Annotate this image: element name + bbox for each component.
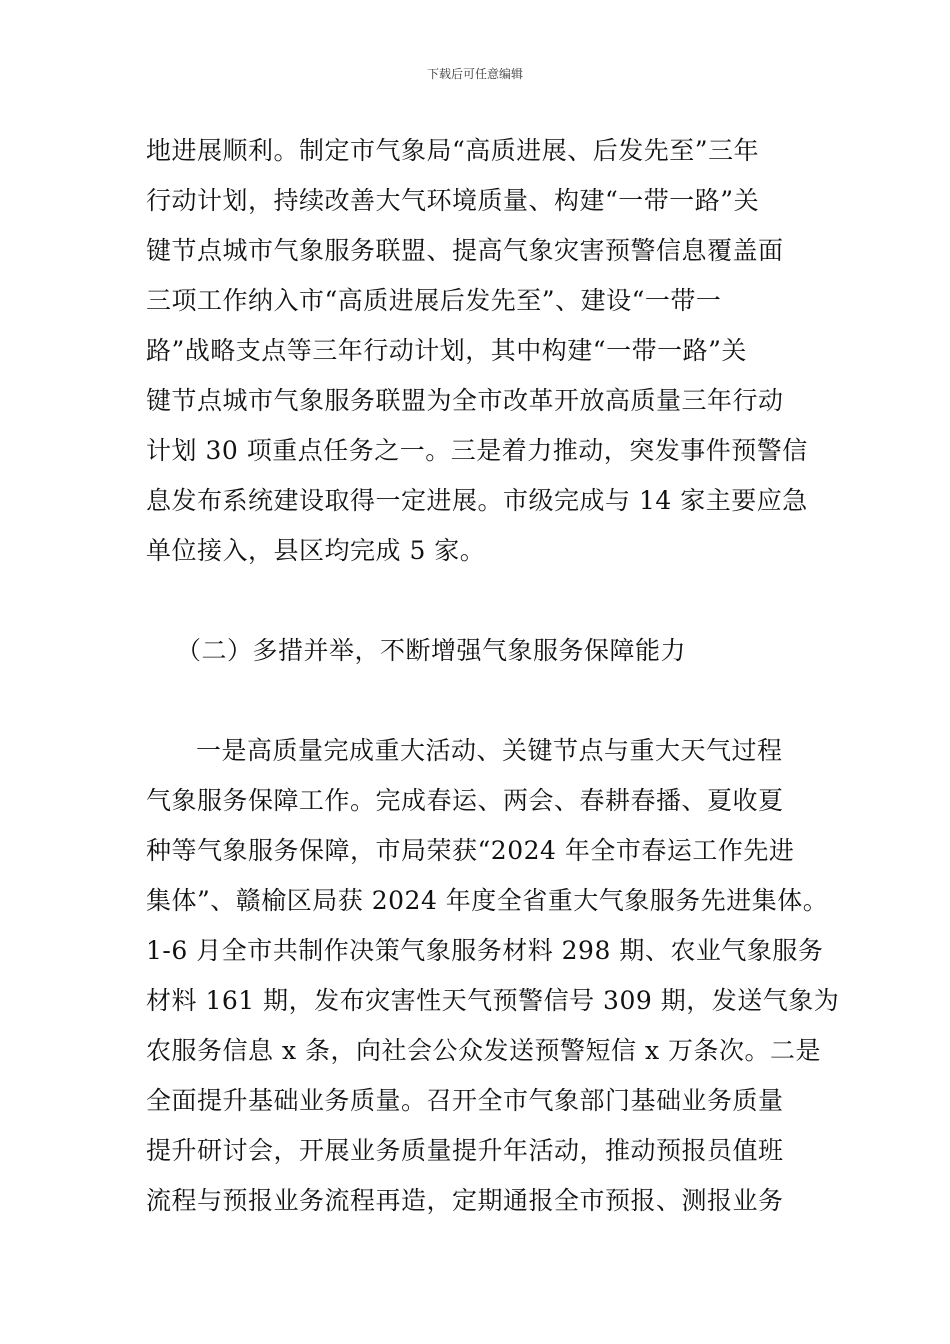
document-body — [146, 126, 840, 1226]
paragraph-line: 行动计划，持续改善大气环境质量、构建“一带一路”关 — [146, 186, 760, 215]
paragraph-line: 息发布系统建设取得一定进展。市级完成与 14 家主要应急 — [146, 486, 808, 515]
paragraph-line: 路”战略支点等三年行动计划，其中构建“一带一路”关 — [146, 336, 747, 365]
paragraph-line: 单位接入，县区均完成 5 家。 — [146, 536, 486, 565]
paragraph-line: 材料 161 期，发布灾害性天气预警信号 309 期，发送气象为 — [146, 986, 840, 1015]
paragraph-line: 农服务信息 x 条，向社会公众发送预警短信 x 万条次。二是 — [146, 1036, 821, 1065]
paragraph-line: 集体”、赣榆区局获 2024 年度全省重大气象服务先进集体。 — [146, 886, 829, 915]
spacer — [146, 576, 826, 626]
spacer — [146, 676, 826, 726]
paragraph-line: 三项工作纳入市“高质进展后发先至”、建设“一带一 — [146, 286, 722, 315]
section-heading: （二）多措并举，不断增强气象服务保障能力 — [176, 636, 687, 665]
paragraph-line: 地进展顺利。制定市气象局“高质进展、后发先至”三年 — [146, 136, 760, 165]
paragraph-line: 全面提升基础业务质量。召开全市气象部门基础业务质量 — [146, 1086, 784, 1115]
paragraph-2 — [146, 726, 840, 1226]
paragraph-line: 计划 30 项重点任务之一。三是着力推动，突发事件预警信 — [146, 436, 808, 465]
header-note: 下载后可任意编辑 — [426, 67, 523, 81]
paragraph-line: 提升研讨会，开展业务质量提升年活动，推动预报员值班 — [146, 1136, 784, 1165]
paragraph-line: 流程与预报业务流程再造，定期通报全市预报、测报业务 — [146, 1186, 784, 1215]
paragraph-line: 键节点城市气象服务联盟、提高气象灾害预警信息覆盖面 — [146, 236, 784, 265]
paragraph-line: 一是高质量完成重大活动、关键节点与重大天气过程 — [196, 736, 783, 765]
paragraph-line: 1-6 月全市共制作决策气象服务材料 298 期、农业气象服务 — [146, 936, 824, 965]
paragraph-line: 气象服务保障工作。完成春运、两会、春耕春播、夏收夏 — [146, 786, 784, 815]
paragraph-1 — [146, 126, 826, 576]
paragraph-line: 键节点城市气象服务联盟为全市改革开放高质量三年行动 — [146, 386, 784, 415]
paragraph-line: 种等气象服务保障，市局荣获“2024 年全市春运工作先进 — [146, 836, 795, 865]
